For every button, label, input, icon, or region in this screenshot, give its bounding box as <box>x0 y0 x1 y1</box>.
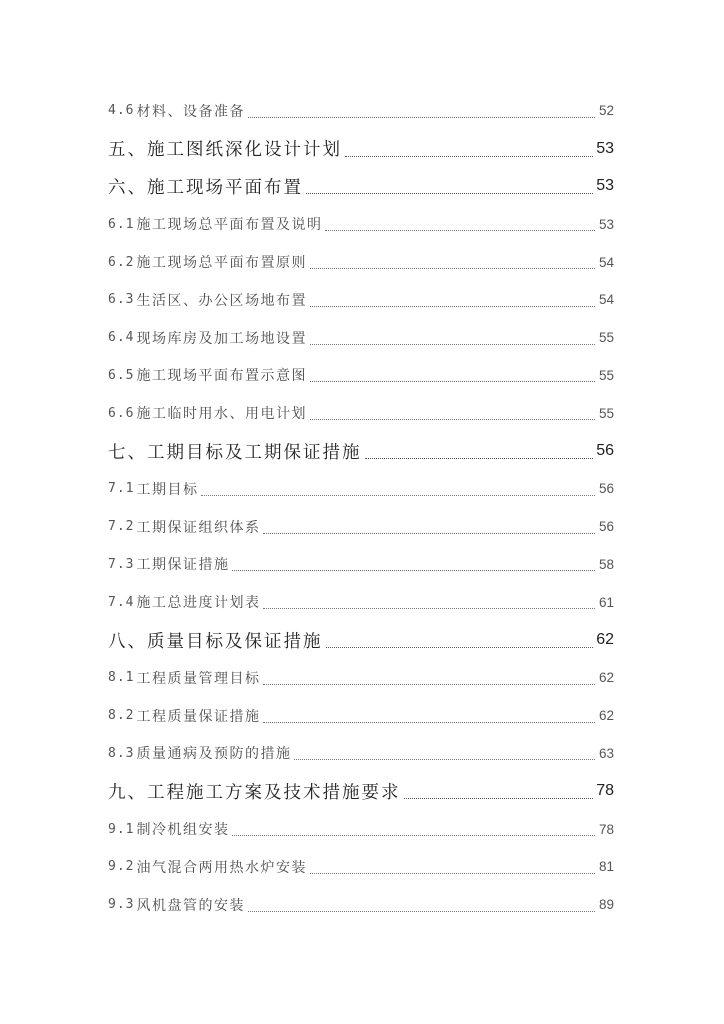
toc-dot-leader <box>325 229 595 231</box>
toc-dot-leader <box>404 797 594 799</box>
toc-dot-leader <box>263 683 595 685</box>
toc-entry-page: 52 <box>598 103 614 119</box>
toc-entry-number: 8.3 <box>108 745 135 761</box>
toc-dot-leader <box>248 116 595 118</box>
toc-entry[interactable] <box>108 432 614 470</box>
toc-entry-title: 材料、设备准备 <box>136 103 245 120</box>
toc-entry-title: 风机盘管的安装 <box>136 897 245 914</box>
toc-entry[interactable] <box>108 243 614 281</box>
toc-entry-title: 施工临时用水、用电计划 <box>136 406 307 423</box>
toc-dot-leader <box>326 646 594 648</box>
toc-entry-title: 施工总进度计划表 <box>136 595 261 612</box>
toc-entry-title: 现场库房及加工场地设置 <box>136 330 307 347</box>
toc-entry[interactable] <box>108 357 614 395</box>
toc-dot-leader <box>310 305 595 307</box>
toc-dot-leader <box>263 607 595 609</box>
toc-entry-page: 55 <box>598 367 614 383</box>
toc-entry[interactable] <box>108 92 614 130</box>
toc-entry-title: 施工现场平面布置示意图 <box>136 368 307 385</box>
toc-entry-page: 56 <box>598 481 614 497</box>
toc-entry-number: 8.1 <box>108 670 135 686</box>
toc-entry-title: 工程质量管理目标 <box>136 670 261 687</box>
toc-entry-page: 78 <box>598 821 614 837</box>
toc-entry-page: 62 <box>596 631 614 649</box>
toc-entry-number: 9.1 <box>108 821 135 837</box>
toc-entry-number: 6.4 <box>108 330 135 346</box>
toc-entry[interactable] <box>108 810 614 848</box>
toc-dot-leader <box>232 834 595 836</box>
toc-entry-number: 6.1 <box>108 216 135 232</box>
toc-entry-title: 七、工期目标及工期保证措施 <box>108 442 362 463</box>
toc-dot-leader <box>201 494 595 496</box>
toc-entry[interactable] <box>108 281 614 319</box>
toc-entry[interactable] <box>108 886 614 924</box>
toc-dot-leader <box>310 380 595 382</box>
toc-entry-page: 56 <box>596 442 614 460</box>
toc-entry-title: 工期保证措施 <box>136 557 230 574</box>
toc-entry[interactable] <box>108 168 614 206</box>
toc-dot-leader <box>263 532 595 534</box>
toc-entry-page: 53 <box>598 216 614 232</box>
toc-entry-title: 施工现场总平面布置及说明 <box>136 217 323 234</box>
toc-entry-title: 油气混合两用热水炉安装 <box>136 859 307 876</box>
toc-dot-leader <box>232 569 595 571</box>
toc-entry[interactable] <box>108 697 614 735</box>
toc-dot-leader <box>310 418 595 420</box>
toc-entry-page: 53 <box>596 139 614 157</box>
toc-entry-page: 55 <box>598 405 614 421</box>
toc-entry-page: 81 <box>598 859 614 875</box>
toc-entry[interactable] <box>108 583 614 621</box>
toc-entry-page: 56 <box>598 519 614 535</box>
toc-entry-title: 九、工程施工方案及技术措施要求 <box>108 782 401 803</box>
toc-entry-number: 7.4 <box>108 594 135 610</box>
toc-entry-number: 7.2 <box>108 519 135 535</box>
toc-dot-leader <box>294 758 595 760</box>
toc-entry[interactable] <box>108 319 614 357</box>
toc-entry-number: 9.3 <box>108 897 135 913</box>
toc-dot-leader <box>248 910 595 912</box>
toc-entry-page: 62 <box>598 670 614 686</box>
toc-entry-page: 62 <box>598 708 614 724</box>
toc-dot-leader <box>365 457 594 459</box>
toc-entry-number: 6.6 <box>108 405 135 421</box>
toc-entry[interactable] <box>108 546 614 584</box>
toc-entry-number: 6.3 <box>108 292 135 308</box>
toc-entry-page: 53 <box>596 177 614 195</box>
toc-entry-page: 54 <box>598 292 614 308</box>
toc-entry-title: 六、施工现场平面布置 <box>108 177 303 198</box>
toc-entry-title: 生活区、办公区场地布置 <box>136 292 307 309</box>
toc-entry[interactable] <box>108 735 614 773</box>
toc-dot-leader <box>306 192 593 194</box>
toc-dot-leader <box>310 343 595 345</box>
toc-entry-number: 7.1 <box>108 481 135 497</box>
toc-entry-page: 54 <box>598 254 614 270</box>
table-of-contents <box>108 92 614 924</box>
toc-entry-title: 八、质量目标及保证措施 <box>108 631 323 652</box>
toc-dot-leader <box>310 267 595 269</box>
toc-entry[interactable] <box>108 470 614 508</box>
toc-entry[interactable] <box>108 508 614 546</box>
toc-entry-page: 78 <box>596 782 614 800</box>
toc-dot-leader <box>263 721 595 723</box>
toc-dot-leader <box>345 155 593 157</box>
toc-entry-page: 89 <box>598 897 614 913</box>
toc-entry-page: 61 <box>598 594 614 610</box>
toc-entry-title: 制冷机组安装 <box>136 822 230 839</box>
toc-entry-number: 8.2 <box>108 708 135 724</box>
toc-entry-number: 7.3 <box>108 556 135 572</box>
toc-entry-number: 6.2 <box>108 254 135 270</box>
toc-entry-number: 6.5 <box>108 367 135 383</box>
toc-entry[interactable] <box>108 848 614 886</box>
toc-entry-title: 工期保证组织体系 <box>136 519 261 536</box>
toc-entry[interactable] <box>108 621 614 659</box>
toc-entry[interactable] <box>108 772 614 810</box>
toc-entry[interactable] <box>108 659 614 697</box>
toc-entry-title: 五、施工图纸深化设计计划 <box>108 140 342 161</box>
toc-entry-title: 工期目标 <box>136 481 199 498</box>
toc-entry-page: 58 <box>598 556 614 572</box>
toc-entry-number: 9.2 <box>108 859 135 875</box>
toc-entry-page: 63 <box>598 745 614 761</box>
toc-entry-page: 55 <box>598 330 614 346</box>
toc-dot-leader <box>310 872 595 874</box>
toc-entry-title: 施工现场总平面布置原则 <box>136 255 307 272</box>
toc-entry-number: 4.6 <box>108 103 135 119</box>
toc-entry-title: 质量通病及预防的措施 <box>136 746 292 763</box>
toc-entry[interactable] <box>108 205 614 243</box>
toc-entry[interactable] <box>108 130 614 168</box>
toc-entry-title: 工程质量保证措施 <box>136 708 261 725</box>
toc-entry[interactable] <box>108 394 614 432</box>
